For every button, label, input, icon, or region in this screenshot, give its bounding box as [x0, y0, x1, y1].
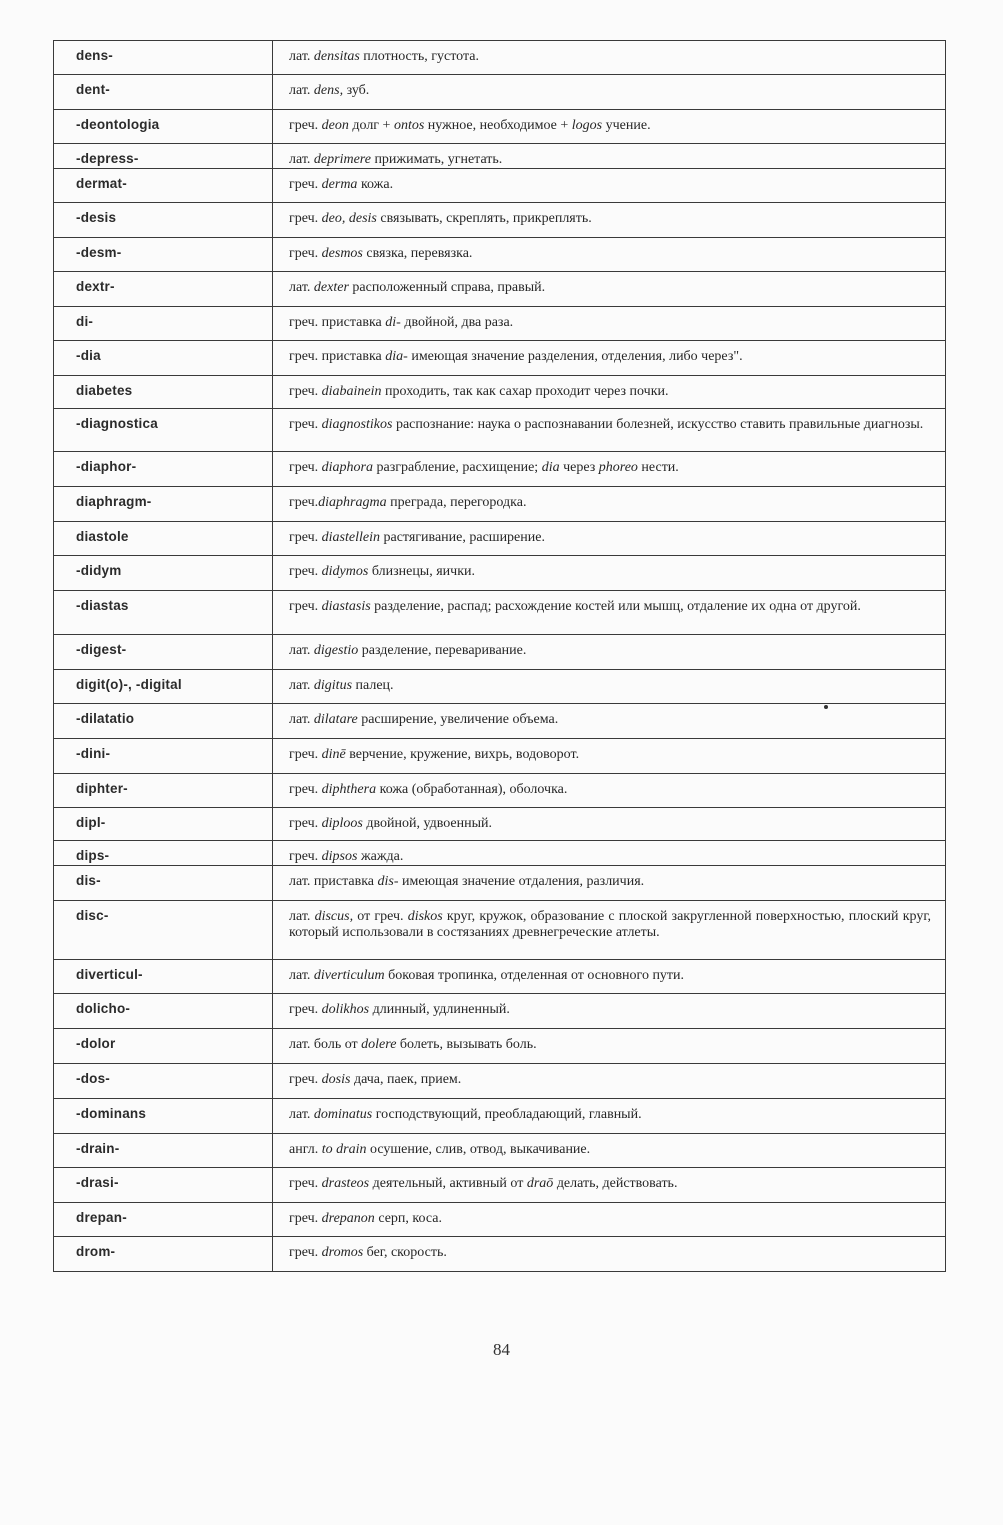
glossary-table	[53, 40, 946, 1272]
term-cell: -diaphor-	[54, 452, 273, 487]
definition-text: деятельный, активный от	[369, 1176, 527, 1191]
definition-text: греч.	[289, 1211, 322, 1226]
definition-cell	[273, 556, 946, 591]
term-cell: dermat-	[54, 169, 273, 203]
definition-text: жажда.	[357, 849, 404, 864]
definition-text: греч.	[289, 246, 322, 261]
etymon-word: dromos	[321, 1245, 364, 1260]
term-cell: dolicho-	[54, 994, 273, 1029]
definition-text: греч.	[289, 530, 322, 545]
definition-text: лат.	[289, 712, 314, 727]
etymon-word: dosis	[321, 1072, 351, 1087]
definition-text: греч.	[289, 1245, 322, 1260]
term-cell: diabetes	[54, 376, 273, 409]
etymon-word: diaphragma	[318, 495, 387, 510]
term-cell: -deontologia	[54, 110, 273, 144]
table-row	[54, 452, 946, 487]
definition-text: лат.	[289, 83, 314, 98]
definition-cell	[273, 452, 946, 487]
etymon-word: diastasis	[321, 599, 371, 614]
definition-text: имеющая значение отдаления, различия.	[398, 874, 645, 889]
definition-cell	[273, 144, 946, 169]
definition-cell	[273, 994, 946, 1029]
term-cell: -drain-	[54, 1134, 273, 1168]
definition-text: греч.	[289, 118, 322, 133]
table-row	[54, 1029, 946, 1064]
table-row	[54, 272, 946, 307]
etymon-word: diphthera	[321, 782, 377, 797]
definition-text: нужное, необходимое +	[424, 118, 572, 133]
definition-text: греч.	[289, 782, 322, 797]
definition-cell	[273, 808, 946, 841]
table-row	[54, 866, 946, 901]
definition-text: учение.	[602, 118, 651, 133]
term-cell: drepan-	[54, 1203, 273, 1237]
definition-text: преграда, перегородка.	[386, 495, 527, 510]
etymon-word: drasteos	[321, 1176, 370, 1191]
etymon-word: dolere	[361, 1037, 397, 1052]
table-row	[54, 994, 946, 1029]
table-row	[54, 41, 946, 75]
definition-text: греч.	[289, 1002, 322, 1017]
term-cell: -diagnostica	[54, 409, 273, 452]
definition-text: разделение, распад; расхождение костей или мышц, отдаление их одна от другой.	[370, 599, 861, 614]
definition-cell	[273, 960, 946, 994]
definition-cell	[273, 307, 946, 341]
table-row	[54, 1203, 946, 1237]
definition-cell	[273, 376, 946, 409]
definition-text: лат.	[289, 968, 314, 983]
definition-cell	[273, 1134, 946, 1168]
term-cell: -didym	[54, 556, 273, 591]
table-row	[54, 376, 946, 409]
definition-text: лат.	[289, 909, 315, 924]
etymon-word: dia	[541, 460, 560, 475]
definition-text: бег, скорость.	[363, 1245, 447, 1260]
etymon-word: dens,	[313, 83, 344, 98]
definition-cell	[273, 841, 946, 866]
etymon-word: densitas	[313, 49, 360, 64]
definition-text: серп, коса.	[374, 1211, 442, 1226]
definition-cell	[273, 1203, 946, 1237]
definition-cell	[273, 341, 946, 376]
definition-text: от греч.	[353, 909, 408, 924]
definition-cell	[273, 1099, 946, 1134]
page-number: 84	[493, 1340, 510, 1359]
etymon-word: di-	[385, 315, 401, 330]
table-row	[54, 1134, 946, 1168]
table-row	[54, 238, 946, 272]
definition-text: лат.	[289, 152, 314, 167]
term-cell: -dolor	[54, 1029, 273, 1064]
term-cell: dent-	[54, 75, 273, 110]
term-cell: -dia	[54, 341, 273, 376]
term-cell: dis-	[54, 866, 273, 901]
definition-text: греч.	[289, 1072, 322, 1087]
definition-text: разделение, переваривание.	[358, 643, 527, 658]
etymon-word: dilatare	[313, 712, 358, 727]
term-cell: dextr-	[54, 272, 273, 307]
definition-text: англ.	[289, 1142, 322, 1157]
definition-text: разграбление, расхищение;	[373, 460, 542, 475]
definition-text: дача, паек, прием.	[350, 1072, 462, 1087]
table-row	[54, 522, 946, 556]
table-row	[54, 341, 946, 376]
table-row	[54, 635, 946, 670]
definition-text: греч.	[289, 1176, 322, 1191]
definition-text: греч.	[289, 177, 322, 192]
term-cell: -dos-	[54, 1064, 273, 1099]
etymon-word: digestio	[313, 643, 359, 658]
definition-cell	[273, 1029, 946, 1064]
definition-text: лат. приставка	[289, 874, 378, 889]
etymon-word: diastellein	[321, 530, 380, 545]
definition-cell	[273, 409, 946, 452]
table-row	[54, 704, 946, 739]
definition-text: греч. приставка	[289, 315, 386, 330]
definition-text: связывать, скреплять, прикреплять.	[376, 211, 592, 226]
term-cell: -digest-	[54, 635, 273, 670]
definition-cell	[273, 739, 946, 774]
definition-cell	[273, 866, 946, 901]
definition-text: греч.	[289, 460, 322, 475]
etymon-word: draō	[526, 1176, 554, 1191]
table-row	[54, 1064, 946, 1099]
etymon-word: deo, desis	[321, 211, 377, 226]
term-cell: diaphragm-	[54, 487, 273, 522]
table-row	[54, 110, 946, 144]
definition-text: греч.	[289, 211, 322, 226]
definition-text: нести.	[637, 460, 679, 475]
etymon-word: derma	[321, 177, 358, 192]
term-cell: di-	[54, 307, 273, 341]
term-cell: diverticul-	[54, 960, 273, 994]
etymon-word: ontos	[393, 118, 425, 133]
term-cell: diphter-	[54, 774, 273, 808]
definition-text: кожа.	[357, 177, 394, 192]
term-cell: -drasi-	[54, 1168, 273, 1203]
table-row	[54, 556, 946, 591]
term-cell: -depress-	[54, 144, 273, 169]
table-row	[54, 739, 946, 774]
etymon-word: dia-	[385, 349, 408, 364]
definition-text: проходить, так как сахар проходит через почки.	[381, 384, 669, 399]
definition-text: лат.	[289, 49, 314, 64]
table-row	[54, 307, 946, 341]
etymon-word: digitus	[313, 678, 353, 693]
definition-text: двойной, два раза.	[400, 315, 514, 330]
etymon-word: dis-	[377, 874, 399, 889]
definition-cell	[273, 272, 946, 307]
definition-cell	[273, 487, 946, 522]
term-cell: dipl-	[54, 808, 273, 841]
etymon-word: deon	[321, 118, 349, 133]
etymon-word: diaphora	[321, 460, 373, 475]
definition-cell	[273, 110, 946, 144]
definition-text: связка, перевязка.	[362, 246, 473, 261]
definition-text: лат.	[289, 280, 314, 295]
definition-text: греч.	[289, 599, 322, 614]
definition-cell	[273, 774, 946, 808]
definition-cell	[273, 203, 946, 238]
definition-cell	[273, 238, 946, 272]
definition-cell	[273, 1168, 946, 1203]
definition-cell	[273, 522, 946, 556]
etymon-word: diskos	[407, 909, 443, 924]
table-row	[54, 144, 946, 169]
etymon-word: desmos	[321, 246, 363, 261]
term-cell: disc-	[54, 901, 273, 960]
definition-text: лат.	[289, 1107, 314, 1122]
definition-text: плотность, густота.	[359, 49, 479, 64]
etymon-word: diverticulum	[313, 968, 385, 983]
etymon-word: diploos	[321, 816, 363, 831]
table-row	[54, 841, 946, 866]
definition-text: близнецы, яички.	[368, 564, 475, 579]
etymon-word: dexter	[313, 280, 349, 295]
etymon-word: dinē	[321, 747, 346, 762]
table-row	[54, 169, 946, 203]
definition-text: греч.	[289, 849, 322, 864]
definition-cell	[273, 591, 946, 635]
definition-text: распознание: наука о распознавании болезней, искусство ставить правильные диагнозы.	[392, 417, 924, 432]
term-cell: -dilatatio	[54, 704, 273, 739]
definition-text: растягивание, расширение.	[379, 530, 545, 545]
term-cell: dens-	[54, 41, 273, 75]
term-cell: -dini-	[54, 739, 273, 774]
term-cell: dips-	[54, 841, 273, 866]
table-row	[54, 1099, 946, 1134]
definition-cell	[273, 41, 946, 75]
definition-text: греч.	[289, 384, 322, 399]
definition-text: греч.	[289, 564, 322, 579]
definition-text: греч.	[289, 747, 322, 762]
definition-text: кожа (обработанная), оболочка.	[376, 782, 568, 797]
definition-text: прижимать, угнетать.	[370, 152, 503, 167]
etymon-word: diabainein	[321, 384, 382, 399]
definition-text: зуб.	[343, 83, 370, 98]
definition-text: длинный, удлиненный.	[369, 1002, 510, 1017]
definition-cell	[273, 1237, 946, 1272]
table-row	[54, 409, 946, 452]
table-row	[54, 901, 946, 960]
definition-text: греч.	[289, 417, 322, 432]
term-cell: -dominans	[54, 1099, 273, 1134]
table-row	[54, 487, 946, 522]
definition-text: болеть, вызывать боль.	[396, 1037, 537, 1052]
table-row	[54, 774, 946, 808]
definition-cell	[273, 1064, 946, 1099]
etymon-word: dolikhos	[321, 1002, 370, 1017]
etymon-word: logos	[571, 118, 603, 133]
etymon-word: drepanon	[321, 1211, 375, 1226]
definition-cell	[273, 169, 946, 203]
definition-cell	[273, 670, 946, 704]
definition-text: верчение, кружение, вихрь, водоворот.	[345, 747, 580, 762]
etymon-word: diagnostikos	[321, 417, 393, 432]
table-row	[54, 75, 946, 110]
definition-text: боковая тропинка, отделенная от основного пути.	[384, 968, 685, 983]
term-cell: -desm-	[54, 238, 273, 272]
definition-text: палец.	[352, 678, 394, 693]
definition-cell	[273, 75, 946, 110]
definition-text: расположенный справа, правый.	[348, 280, 546, 295]
term-cell: -diastas	[54, 591, 273, 635]
etymon-word: didymos	[321, 564, 369, 579]
definition-text: расширение, увеличение объема.	[357, 712, 559, 727]
scan-speck	[824, 705, 828, 709]
definition-text: греч.	[289, 495, 319, 510]
table-row	[54, 960, 946, 994]
definition-text: делать, действовать.	[553, 1176, 678, 1191]
definition-text: через	[559, 460, 599, 475]
definition-cell	[273, 635, 946, 670]
etymon-word: phoreo	[598, 460, 638, 475]
table-row	[54, 808, 946, 841]
table-row	[54, 1168, 946, 1203]
table-row	[54, 203, 946, 238]
term-cell: -desis	[54, 203, 273, 238]
etymon-word: to drain	[321, 1142, 367, 1157]
etymon-word: deprimere	[313, 152, 371, 167]
definition-text: греч.	[289, 816, 322, 831]
term-cell: drom-	[54, 1237, 273, 1272]
definition-text: господствующий, преобладающий, главный.	[372, 1107, 642, 1122]
table-row	[54, 1237, 946, 1272]
definition-text: лат. боль от	[289, 1037, 362, 1052]
term-cell: diastole	[54, 522, 273, 556]
definition-cell	[273, 704, 946, 739]
table-row	[54, 591, 946, 635]
table-row	[54, 670, 946, 704]
definition-text: двойной, удвоенный.	[362, 816, 493, 831]
term-cell: digit(o)-, -digital	[54, 670, 273, 704]
etymon-word: dipsos	[321, 849, 358, 864]
definition-text: осушение, слив, отвод, выкачивание.	[366, 1142, 591, 1157]
definition-text: лат.	[289, 643, 314, 658]
definition-text: имеющая значение разделения, отделения, либо через".	[407, 349, 743, 364]
definition-cell	[273, 901, 946, 960]
definition-text: греч. приставка	[289, 349, 386, 364]
definition-text: лат.	[289, 678, 314, 693]
definition-text: долг +	[348, 118, 394, 133]
etymon-word: dominatus	[313, 1107, 373, 1122]
definition-text: круг, кружок, образование с плоской закругленной поверхностью, плоский круг, который использовали в состязаниях древнегреческие атлеты.	[289, 909, 931, 940]
etymon-word: discus,	[314, 909, 354, 924]
